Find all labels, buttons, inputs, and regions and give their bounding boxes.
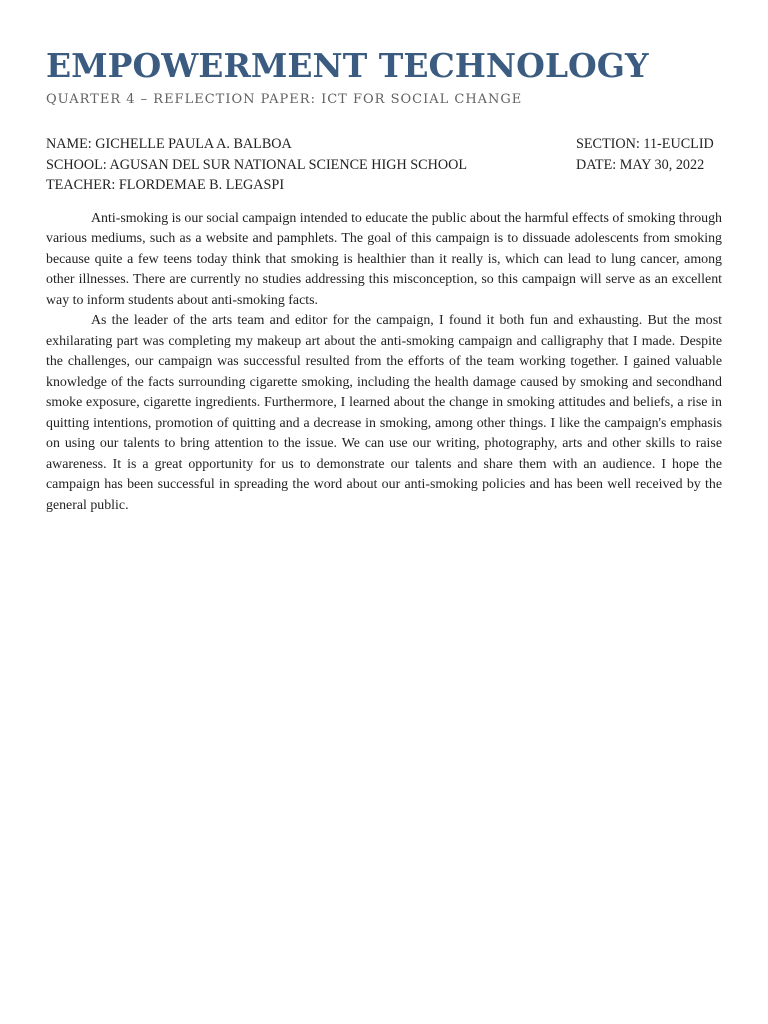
teacher-name: TEACHER: FLORDEMAE B. LEGASPI [46,177,285,193]
school-name: SCHOOL: AGUSAN DEL SUR NATIONAL SCIENCE HIGH SCHOOL [46,156,468,173]
submission-date: DATE: MAY 30, 2022 [576,156,705,173]
student-section: SECTION: 11-EUCLID [576,136,714,152]
document-subtitle: QUARTER 4 – REFLECTION PAPER: ICT FOR SOCIAL CHANGE [46,92,523,107]
info-row-school-date [46,155,722,176]
info-row-name-section [46,134,722,155]
info-row-teacher [46,175,722,196]
document-title: EMPOWERMENT TECHNOLOGY [46,46,649,85]
reflection-body [46,209,722,517]
student-info-block [46,134,722,196]
student-name: NAME: GICHELLE PAULA A. BALBOA [46,136,292,152]
paragraph: As the leader of the arts team and editor for the campaign, I found it both fun and exhausting. But the most exhilarating part was completing my makeup art about the anti-smoking campaign and calligraphy that I made. Despite the challenges, our campaign was successful resulted from the efforts of the team working together. I gained valuable knowledge of the facts surrounding cigarette smoking, including the health damage caused by smoking and secondhand smoke exposure, cigarette ingredients. Furthermore, I learned about the change in smoking attitudes and beliefs, a rise in quitting intentions, promotion of quitting and a decrease in smoking, among other things. I like the campaign's emphasis on using our talents to bring attention to the issue. We can use our writing, photography, arts and other skills to raise awareness. It is a great opportunity for us to demonstrate our talents and share them with an audience. I hope the campaign has been successful in spreading the word about our anti-smoking policies and has been well received by the general public. [46,313,722,513]
paragraph: Anti-smoking is our social campaign intended to educate the public about the harmful effects of smoking through various mediums, such as a website and pamphlets. The goal of this campaign is to dissuade adolescents from smoking because quite a few teens today think that smoking is healthier than it really is, which can lead to lung cancer, among other illnesses. There are currently no studies addressing this misconception, so this campaign will serve as an excellent way to inform students about anti-smoking facts. [46,210,722,308]
